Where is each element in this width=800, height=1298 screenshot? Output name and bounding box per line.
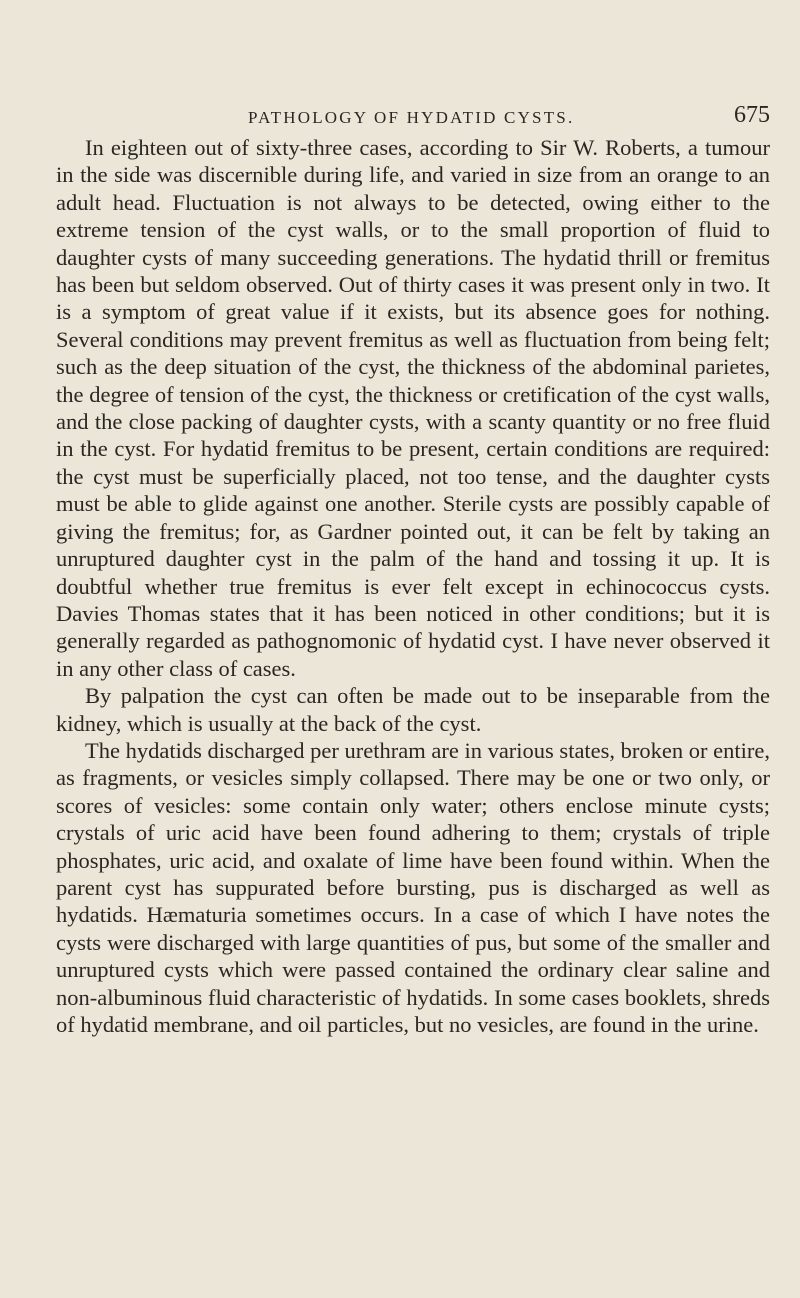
paragraph: In eighteen out of sixty-three cases, according to Sir W. Roberts, a tumour in the side was discernible during life, and varied in size from an orange to an adult head. Fluctuation is not always to be detected, owing either to the extreme tension of the cyst walls, or to the small proportion of fluid to daughter cysts of many succeeding generations. The hydatid thrill or fremitus has been but seldom observed. Out of thirty cases it was present only in two. It is a symptom of great value if it exists, but its absence goes for nothing. Several conditions may prevent fremitus as well as fluctuation from being felt; such as the deep situation of the cyst, the thickness of the abdominal parietes, the degree of tension of the cyst, the thickness or cretification of the cyst walls, and the close packing of daughter cysts, with a scanty quantity or no free fluid in the cyst. For hydatid fremitus to be present, certain conditions are required: the cyst must be superficially placed, not too tense, and the daughter cysts must be able to glide against one another. Sterile cysts are possibly capable of giving the fremitus; for, as Gardner pointed out, it can be felt by taking an unruptured daughter cyst in the palm of the hand and tossing it up. It is doubtful whether true fremitus is ever felt except in echinococcus cysts. Davies Thomas states that it has been noticed in other conditions; but it is generally regarded as pathognomonic of hydatid cyst. I have never observed it in any other class of cases. (56, 135, 770, 681)
page-number: 675 (734, 102, 770, 128)
paragraph: By palpation the cyst can often be made out to be inseparable from the kidney, which is usually at the back of the cyst. (56, 683, 770, 736)
running-head: PATHOLOGY OF HYDATID CYSTS. (248, 108, 575, 127)
body-text (56, 134, 770, 1038)
paragraph: The hydatids discharged per urethram are in various states, broken or entire, as fragments, or vesicles simply collapsed. There may be one or two only, or scores of vesicles: some contain only water; others enclose minute cysts; crystals of uric acid have been found adhering to them; crystals of triple phosphates, uric acid, and oxalate of lime have been found within. When the parent cyst has suppurated before bursting, pus is discharged as well as hydatids. Hæmaturia sometimes occurs. In a case of which I have notes the cysts were discharged with large quantities of pus, but some of the smaller and unruptured cysts which were passed contained the ordinary clear saline and non-albuminous fluid characteristic of hydatids. In some cases booklets, shreds of hydatid membrane, and oil particles, but no vesicles, are found in the urine. (56, 737, 770, 1037)
